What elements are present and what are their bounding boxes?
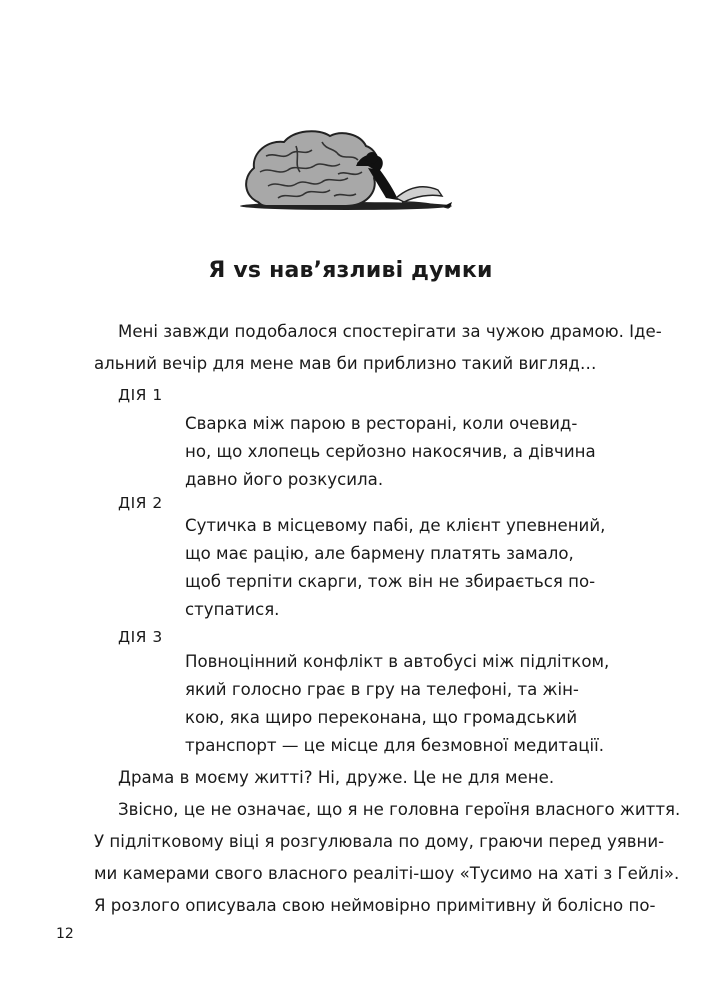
closing-line: Драма в моєму житті? Ні, друже. Це не для мене. — [118, 768, 555, 787]
act-body — [185, 512, 606, 624]
act-label: ДІЯ 2 — [118, 494, 163, 512]
closing-paragraph-continued — [94, 826, 680, 922]
page-number: 12 — [56, 926, 74, 942]
brain-illustration — [238, 126, 458, 214]
act-line: який голосно грає в гру на телефоні, та жін- — [185, 680, 579, 699]
act-body — [185, 648, 610, 760]
chapter-title: Я vs нав’язливі думки — [208, 258, 493, 283]
intro-paragraph — [94, 316, 662, 380]
act-line: давно його розкусила. — [185, 470, 384, 489]
act-body — [185, 410, 596, 494]
intro-line: альний вечір для мене мав би приблизно такий вигляд… — [94, 354, 597, 373]
act-line: транспорт — це місце для безмовної медитації. — [185, 736, 605, 755]
act-label: ДІЯ 1 — [118, 386, 163, 404]
closing-line: ми камерами свого власного реаліті-шоу «Тусимо на хаті з Гейлі». — [94, 864, 680, 883]
closing-paragraph — [94, 762, 681, 826]
act-line: но, що хлопець серйозно накосячив, а дівчина — [185, 442, 596, 461]
brain-shape — [246, 131, 378, 206]
act-line: Сутичка в місцевому пабі, де клієнт упевнений, — [185, 516, 606, 535]
closing-line: Я розлого описувала свою неймовірно примітивну й болісно по- — [94, 896, 656, 915]
act-label: ДІЯ 3 — [118, 628, 163, 646]
act-line: що має рацію, але бармену платять замало, — [185, 544, 574, 563]
act-line: Повноцінний конфлікт в автобусі між підлітком, — [185, 652, 610, 671]
intro-line: Мені завжди подобалося спостерігати за чужою драмою. Іде- — [118, 322, 662, 341]
act-line: Сварка між парою в ресторані, коли очевид- — [185, 414, 578, 433]
act-line: кою, яка щиро переконана, що громадський — [185, 708, 578, 727]
act-line: ступатися. — [185, 600, 280, 619]
act-line: щоб терпіти скарги, тож він не збирається по- — [185, 572, 596, 591]
closing-line: У підлітковому віці я розгулювала по дому, граючи перед уявни- — [94, 832, 665, 851]
closing-line: Звісно, це не означає, що я не головна героїня власного життя. — [118, 800, 681, 819]
